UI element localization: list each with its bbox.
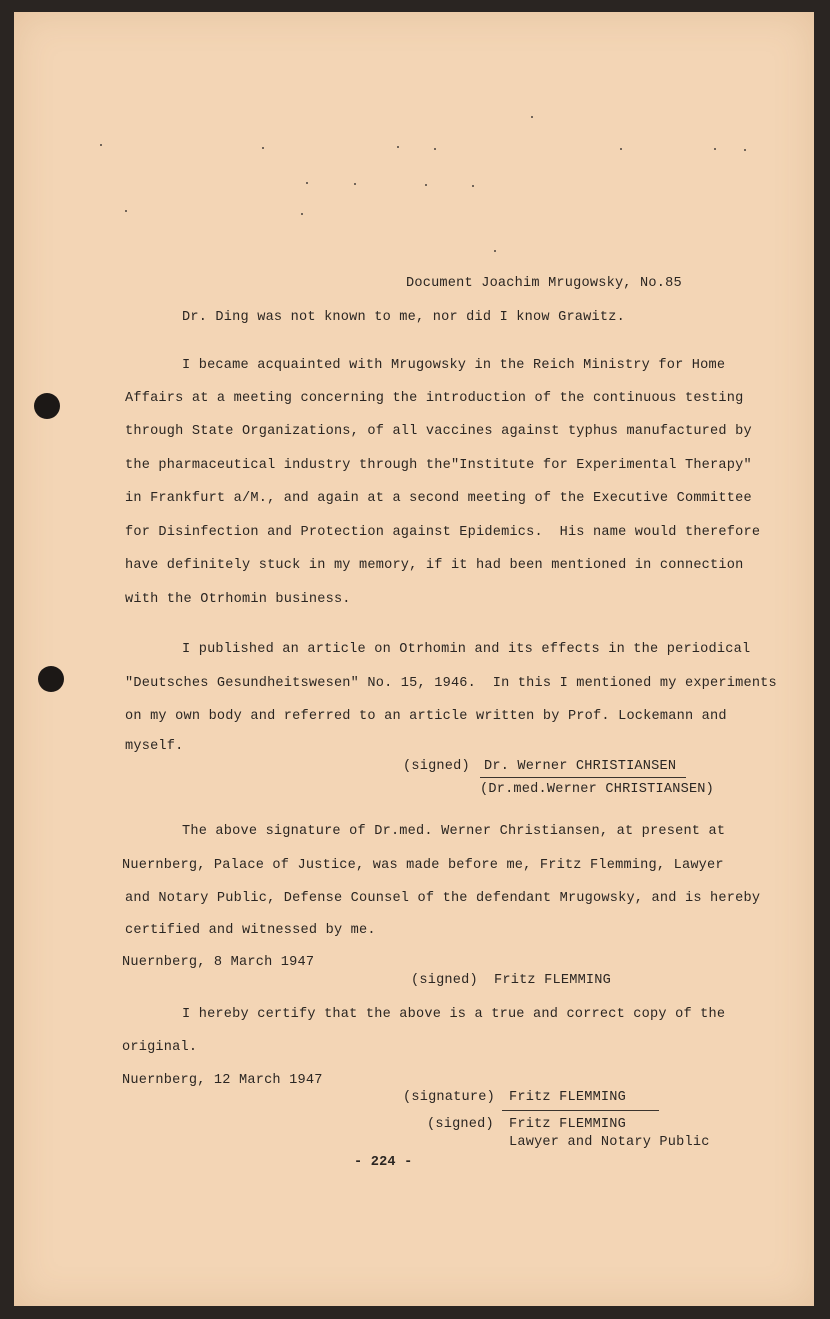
paragraph-line: I hereby certify that the above is a true and correct copy of the [182, 1007, 726, 1022]
punch-hole-top [34, 393, 60, 419]
signature-name: Fritz FLEMMING [509, 1117, 627, 1132]
signature-line [502, 1110, 659, 1111]
paragraph-line: I became acquainted with Mrugowsky in the Reich Ministry for Home [182, 358, 726, 373]
paragraph-line: "Deutsches Gesundheitswesen" No. 15, 1946. In this I mentioned my experiments [125, 676, 777, 691]
document-page [14, 12, 814, 1306]
paragraph-line: Dr. Ding was not known to me, nor did I know Grawitz. [182, 310, 625, 325]
notary-date: Nuernberg, 8 March 1947 [122, 955, 315, 970]
signature-name: Fritz FLEMMING [494, 973, 612, 988]
copy-date: Nuernberg, 12 March 1947 [122, 1073, 323, 1088]
typed-name: (Dr.med.Werner CHRISTIANSEN) [480, 782, 715, 797]
signature-line [480, 777, 686, 778]
paragraph-line: myself. [125, 739, 184, 754]
signature-tag: (signed) [403, 759, 470, 774]
paragraph-line: for Disinfection and Protection against Epidemics. His name would therefore [125, 525, 761, 540]
paragraph-line: with the Otrhomin business. [125, 592, 351, 607]
signature-tag: (signed) [411, 973, 478, 988]
paragraph-line: original. [122, 1040, 198, 1055]
paragraph-line: in Frankfurt a/M., and again at a second meeting of the Executive Committee [125, 491, 752, 506]
signature-name: Fritz FLEMMING [509, 1090, 627, 1105]
signature-tag: (signature) [403, 1090, 495, 1105]
paragraph-line: have definitely stuck in my memory, if it had been mentioned in connection [125, 558, 744, 573]
notary-title: Lawyer and Notary Public [509, 1135, 710, 1150]
paragraph-line: the pharmaceutical industry through the"Institute for Experimental Therapy" [125, 458, 752, 473]
signature-name: Dr. Werner CHRISTIANSEN [484, 759, 677, 774]
paragraph-line: Nuernberg, Palace of Justice, was made before me, Fritz Flemming, Lawyer [122, 858, 724, 873]
paragraph-line: The above signature of Dr.med. Werner Christiansen, at present at [182, 824, 726, 839]
paragraph-line: Affairs at a meeting concerning the introduction of the continuous testing [125, 391, 744, 406]
signature-tag: (signed) [427, 1117, 494, 1132]
document-reference: Document Joachim Mrugowsky, No.85 [406, 276, 682, 291]
paragraph-line: and Notary Public, Defense Counsel of the defendant Mrugowsky, and is hereby [125, 891, 761, 906]
punch-hole-bottom [38, 666, 64, 692]
paragraph-line: certified and witnessed by me. [125, 923, 376, 938]
paragraph-line: on my own body and referred to an article written by Prof. Lockemann and [125, 709, 727, 724]
page-number: - 224 - [354, 1155, 413, 1170]
paragraph-line: I published an article on Otrhomin and its effects in the periodical [182, 642, 751, 657]
paragraph-line: through State Organizations, of all vaccines against typhus manufactured by [125, 424, 752, 439]
